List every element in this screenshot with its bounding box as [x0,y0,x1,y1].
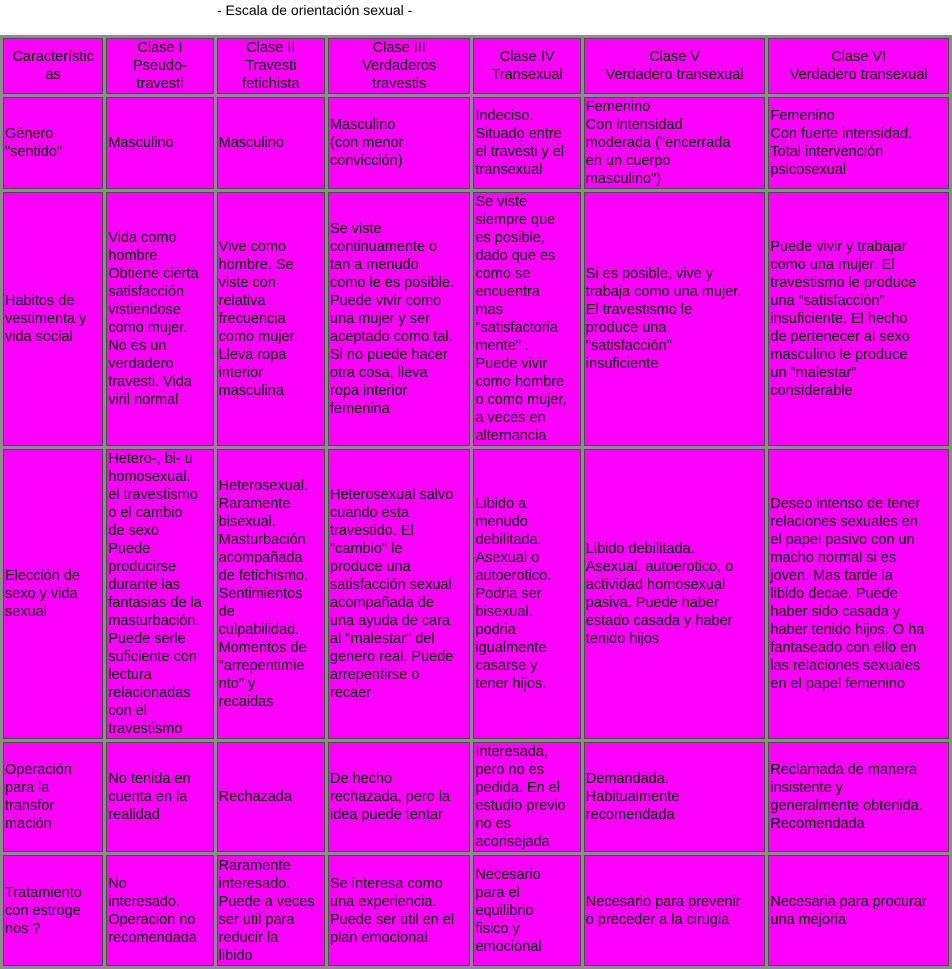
cell-text-line: convicción) [330,153,403,169]
cell-text-line: Se viste [475,194,528,210]
cell-text-line: mente" . [475,338,529,354]
cell-text-line: las relaciones sexuales [770,658,921,674]
table-cell [584,742,766,852]
cell-text-line: acompañada [218,550,303,566]
row-heading [3,742,103,852]
cell-text-line: satisfacción sexual [330,577,452,593]
cell-text-line: Puede ser util en el [330,911,455,928]
cell-text-line: culpabilidad. [218,622,300,638]
header-row [3,38,949,94]
cell-text-line: al "malestar" del [330,631,435,647]
cell-text-line: vestimenta y [5,311,87,327]
table-cell [328,742,470,852]
cell-text-line: Total intervención [770,144,884,160]
cell-text-line: Género [5,126,54,142]
cell-text-line: hombre. Se [218,257,294,273]
cell-text-line: tan a menudo [330,257,419,273]
cell-text-line: en un cuerpo [585,153,671,169]
cell-text-line: Necesario para prevenir [585,893,741,910]
cell-text-line: relaciones sexuales en [770,514,918,530]
cell-text-line: interesado. [108,893,181,910]
cell-text-line: Puede [108,541,151,557]
table-cell [328,97,470,189]
cell-text-line: Deseo intenso de tener [770,496,921,512]
cell-text-line: o como mujer, [475,392,567,408]
table-cell [473,192,580,446]
cell-text-line: aceptado como tal. [330,329,453,345]
cell-text-line: No [108,875,127,892]
cell-text-line: nto" y [218,676,256,692]
table-cell [584,855,766,966]
cell-text-line: relacionadas [108,685,191,701]
cell-text-line: el travesti y el [475,144,565,160]
cell-text-line: frecuencia [218,311,286,327]
table-cell [584,449,766,739]
cell-text-line: siempre que [475,212,556,228]
cell-text-line: idea puede tentar [330,807,443,823]
cell-text-line: equilibrio [475,902,534,919]
cell-text-line: interesado. [218,875,291,892]
cell-text-line: transfor [5,798,55,814]
cell-text-line: de pertenecer al sexo [770,329,910,345]
cell-text-line: estudio previo [475,798,566,814]
cell-text-line: alternancia [475,428,547,444]
table-cell [473,742,580,852]
cell-text-line: Puede vivir y trabajar [770,239,907,255]
cell-text-line: sexo y vida [5,586,78,602]
cell-text-line: Verdaderos [362,58,437,74]
cell-text-line: rechazada, pero la [330,789,451,805]
orientation-scale-table [0,35,952,969]
cell-text-line: travestismo [108,721,183,737]
cell-text-line: Clase I [137,40,183,56]
cell-text-line: menudo [475,514,528,530]
cell-text-line: macho normal si es [770,550,897,566]
cell-text-line: insuficiente. El hecho [770,311,908,327]
cell-text-line: femenina [330,401,390,417]
cell-text-line: Clase IV [499,49,555,65]
cell-text-line: No es un [108,338,167,354]
table-cell [328,449,470,739]
cell-text-line: Raramente [218,496,291,512]
cell-text-line: Con fuerte intensidad. [770,126,913,142]
table-cell [106,855,213,966]
cell-text-line: fisico y [475,920,520,937]
cell-text-line: psicosexual [770,162,847,178]
cell-text-line: el papel pasivo con un [770,532,915,548]
cell-text-line: travestido. El [330,523,414,539]
cell-text-line: Rechazada [218,789,293,805]
table-cell [768,192,949,446]
cell-text-line: masturbación. [108,613,200,629]
table-cell [768,742,949,852]
cell-text-line: moderada ("encerrada [585,135,731,151]
header-clase-ii [217,38,325,94]
cell-text-line: igualmente [475,640,547,656]
table-cell [584,97,766,189]
table-cell [217,97,325,189]
cell-text-line: un "malestar" [770,365,857,381]
table-row [3,449,949,739]
table-cell [106,192,213,446]
cell-text-line: genero real. Puede [330,649,454,665]
cell-text-line: dado que es [475,248,556,264]
cell-text-line: debilitada. [475,532,542,548]
table-cell [106,449,213,739]
cell-text-line: homosexual. [108,469,191,485]
cell-text-line: Operación [5,762,72,778]
cell-text-line: interior [218,365,263,381]
cell-text-line: casarse y [475,658,538,674]
cell-text-line: cuenta en la [108,789,188,805]
table-cell [473,97,580,189]
cell-text-line: Sentimientos [218,586,303,602]
cell-text-line: una mujer y ser [330,311,430,327]
cell-text-line: tenido hijos [585,631,660,647]
cell-text-line: Indeciso. [475,108,534,124]
header-clase-iv [473,38,580,94]
cell-text-line: Habitos de [5,293,75,309]
cell-text-line: viste con [218,275,276,291]
cell-text-line: generalmente obtenida. [770,798,923,814]
cell-text-line: haber tenido hijos. O ha [770,622,925,638]
cell-text-line: lectura [108,667,152,683]
cell-text-line: con el [108,703,148,719]
cell-text-line: Elección de [5,568,80,584]
cell-text-line: Se viste [330,221,382,237]
cell-text-line: para el [475,884,520,901]
table-cell [584,192,766,446]
cell-text-line: "sentido" [5,144,63,160]
cell-text-line: es posible, [475,230,545,246]
table-cell [768,449,949,739]
cell-text-line: Libido debilitada. [585,541,695,557]
cell-text-line: Puede serle [108,631,186,647]
cell-text-line: Operacion no [108,911,196,928]
cell-text-line: libido decae. Puede [770,586,898,602]
cell-text-line: travestis [372,76,427,92]
cell-text-line: Momentos de [218,640,307,656]
cell-text-line: o preceder a la cirugia [585,911,730,928]
cell-text-line: No tenida en [108,771,191,787]
cell-text-line: con estroge [5,902,81,919]
cell-text-line: Asexual, autoerotico, o [585,559,734,575]
cell-text-line: Demandada. [585,771,669,787]
cell-text-line: Puede vivir como [330,293,442,309]
cell-text-line: Si es posible, vive y [585,266,714,282]
cell-text-line: como mujer. [108,320,188,336]
cell-text-line: Característic [12,49,94,65]
row-heading [3,449,103,739]
cell-text-line: sexual [5,604,47,620]
cell-text-line: (con menor [330,135,404,151]
table-row [3,97,949,189]
cell-text-line: pero no es [475,762,544,778]
table-cell [328,855,470,966]
cell-text-line: como le es posible. [330,275,455,291]
cell-text-line: Masturbación [218,532,306,548]
cell-text-line: "satisfactoria [475,320,558,336]
cell-text-line: joven. Mas tarde la [770,568,893,584]
cell-text-line: como mujer. [218,329,298,345]
table-cell [217,742,325,852]
cell-text-line: Vive como [218,239,287,255]
cell-text-line: en el papel femenino [770,676,906,692]
cell-text-line: Habitualmente [585,789,680,805]
cell-text-line: as [45,67,61,83]
row-heading [3,855,103,966]
table-row [3,192,949,446]
cell-text-line: arrepentirse o [330,667,420,683]
cell-text-line: Obtiene cierta [108,266,199,282]
cell-text-line: Masculino [330,117,396,133]
table-cell [473,449,580,739]
cell-text-line: Podria ser [475,586,542,602]
cell-text-line: una ayuda de cara [330,613,451,629]
cell-text-line: el travestismo [108,487,198,503]
row-heading [3,97,103,189]
cell-text-line: de fetichismo. [218,568,309,584]
cell-text-line: Puede vivir [475,356,548,372]
cell-text-line: bisexual. [218,514,276,530]
cell-text-line: Hetero-, bi- u [108,451,193,467]
table-row [3,742,949,852]
cell-text-line: Necesaria para procurar [770,893,927,910]
cell-text-line: "arrepentimie [218,658,305,674]
cell-text-line: masculina [218,383,284,399]
cell-text-line: travesti [136,76,184,92]
cell-text-line: mación [5,816,52,832]
cell-text-line: travesti. Vida [108,374,192,390]
cell-text-line: recaer [330,685,372,701]
cell-text-line: ser util para [218,911,295,928]
cell-text-line: acompañada de [330,595,434,611]
cell-text-line: aconsejada [475,834,550,850]
cell-text-line: insistente y [770,780,843,796]
cell-text-line: recaidas [218,694,274,710]
cell-text-line: Lleva ropa [218,347,287,363]
cell-text-line: Transexual [491,67,563,83]
cell-text-line: Se interesa como [330,875,443,892]
table-cell [106,742,213,852]
cell-text-line: Femenino [585,99,651,115]
cell-text-line: Necesario [475,866,541,883]
table-cell [217,449,325,739]
cell-text-line: podria [475,622,516,638]
cell-text-line: "satisfacción" [585,338,672,354]
cell-text-line: plan emocional [330,929,428,946]
cell-text-line: produce una [330,559,411,575]
cell-text-line: vida social [5,329,73,345]
cell-text-line: travestismo le produce [770,275,917,291]
cell-text-line: Libido a [475,496,527,512]
cell-text-line: recomendada [585,807,675,823]
cell-text-line: Recomendada [770,816,865,832]
cell-text-line: reducir la [218,929,279,946]
table-cell [768,97,949,189]
cell-text-line: Tratamiento [5,884,82,901]
cell-text-line: Heterosexual salvo [330,487,454,503]
cell-text-line: tener hijos. [475,676,547,692]
cell-text-line: considerable [770,383,853,399]
cell-text-line: "cambio" le [330,541,403,557]
cell-text-line: continuamente o [330,239,438,255]
cell-text-line: producirse [108,559,177,575]
header-clase-iii [328,38,470,94]
cell-text-line: una "satisfacción" [770,293,885,309]
cell-text-line: pedida. En el [475,780,561,796]
cell-text-line: para la [5,780,50,796]
header-clase-vi [768,38,949,94]
table-cell [328,192,470,446]
cell-text-line: actividad homosexual [585,577,726,593]
cell-text-line: cuando esta [330,505,410,521]
cell-text-line: mas [475,302,503,318]
cell-text-line: verdadero [108,356,174,372]
cell-text-line: Clase VI [831,49,887,65]
cell-text-line: De hecho [330,771,393,787]
cell-text-line: una mejoria [770,911,847,928]
cell-text-line: masculino le produce [770,347,908,363]
header-caracteristicas [3,38,103,94]
cell-text-line: otra cosa, lleva [330,365,428,381]
cell-text-line: fantaseado con ello en [770,640,917,656]
cell-text-line: Clase V [649,49,700,65]
cell-text-line: trabaja como una mujer. [585,284,742,300]
cell-text-line: Raramente [218,857,291,874]
cell-text-line: o el cambio [108,505,183,521]
table-cell [106,97,213,189]
cell-text-line: satisfacción [108,284,185,300]
header-clase-v [584,38,766,94]
cell-text-line: haber sido casada y [770,604,901,620]
cell-text-line: Verdadero transexual [789,67,928,83]
cell-text-line: Clase III [372,40,426,56]
cell-text-line: suficiente con [108,649,197,665]
cell-text-line: estado casada y haber [585,613,733,629]
cell-text-line: Reclamada de manera [770,762,918,778]
table-cell [217,192,325,446]
cell-text-line: Verdadero transexual [605,67,744,83]
cell-text-line: Con intensidad [585,117,683,133]
cell-text-line: viril normal [108,392,179,408]
cell-text-line: masculino") [585,171,662,187]
cell-text-line: Puede a veces [218,893,315,910]
cell-text-line: Asexual o [475,550,540,566]
page-title: - Escala de orientación sexual - [217,2,413,18]
row-heading [3,192,103,446]
cell-text-line: como se [475,266,531,282]
cell-text-line: Heterosexual. [218,478,309,494]
cell-text-line: relativa [218,293,266,309]
cell-text-line: Masculino [108,135,174,151]
cell-text-line: Pseudo- [132,58,187,74]
cell-text-line: Vida como [108,230,177,246]
cell-text-line: fantasias de la [108,595,202,611]
cell-text-line: Interesada, [475,744,549,760]
cell-text-line: Femenino [770,108,835,124]
table-cell [473,855,580,966]
cell-text-line: transexual [475,162,543,178]
cell-text-line: una experiencia. [330,893,437,910]
cell-text-line: El travestismo le [585,302,693,318]
cell-text-line: pasiva. Puede haber [585,595,719,611]
cell-text-line: realidad [108,807,160,823]
cell-text-line: ropa interior [330,383,408,399]
table-cell [217,855,325,966]
cell-text-line: Masculino [218,135,284,151]
cell-text-line: recomendada [108,929,197,946]
table-row [3,855,949,966]
cell-text-line: Clase II [246,40,296,56]
cell-text-line: libido [218,947,253,964]
cell-text-line: como una mujer. El [770,257,895,273]
header-clase-i [106,38,213,94]
cell-text-line: encuentra [475,284,540,300]
cell-text-line: durante las [108,577,181,593]
cell-text-line: insuficiente [585,356,659,372]
cell-text-line: como hombre [475,374,565,390]
cell-text-line: vistiendose [108,302,181,318]
cell-text-line: produce una [585,320,667,336]
cell-text-line: a veces en [475,410,546,426]
cell-text-line: de [218,604,235,620]
cell-text-line: bisexual. [475,604,533,620]
table-cell [768,855,949,966]
cell-text-line: emocional [475,938,542,955]
cell-text-line: Situado entre [475,126,562,142]
cell-text-line: hombre. [108,248,162,264]
cell-text-line: Si no puede hacer [330,347,448,363]
cell-text-line: nos ? [5,920,41,937]
cell-text-line: fetichista [242,76,300,92]
cell-text-line: no es [475,816,511,832]
cell-text-line: Travesti [245,58,297,74]
cell-text-line: de sexo [108,523,160,539]
cell-text-line: autoerotico. [475,568,552,584]
